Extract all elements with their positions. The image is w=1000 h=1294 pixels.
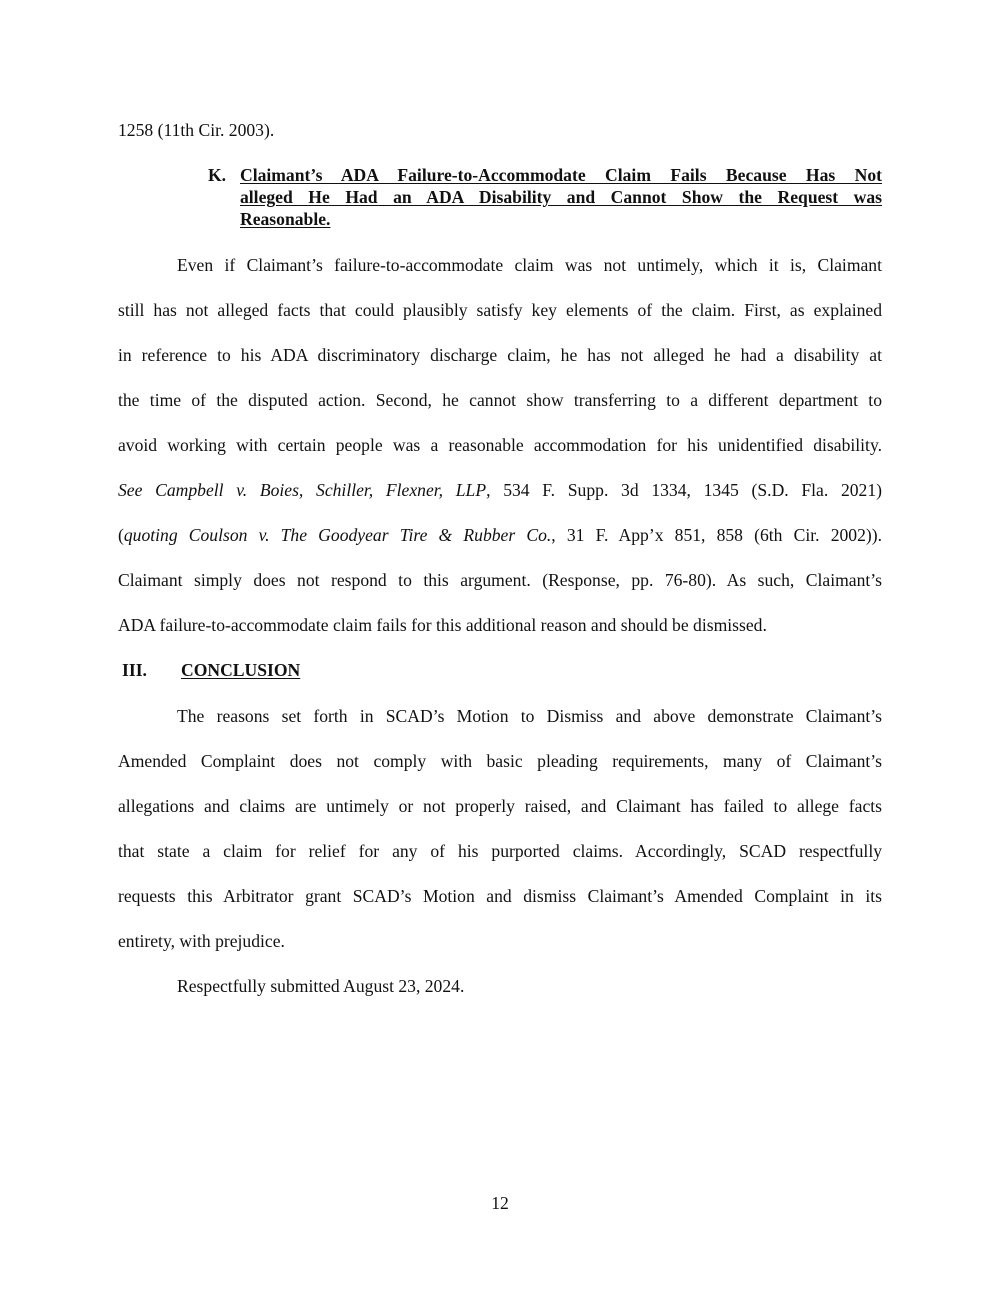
closing-statement: Respectfully submitted August 23, 2024. <box>177 976 465 996</box>
paragraph-line: avoid working with certain people was a reasonable accommodation for his unidentified disability. <box>118 435 882 455</box>
page-number: 12 <box>491 1193 509 1213</box>
section-k-title-line: Claimant’s ADA Failure-to-Accommodate Claim Fails Because Has Not <box>240 165 882 185</box>
section-k-letter: K. <box>208 165 227 185</box>
citation-reporter: , 31 F. App’x 851, 858 (6th Cir. 2002)). <box>551 525 882 545</box>
paragraph-line: The reasons set forth in SCAD’s Motion to Dismiss and above demonstrate Claimant’s <box>177 706 882 726</box>
paragraph-line: ADA failure-to-accommodate claim fails for this additional reason and should be dismissed. <box>118 615 767 635</box>
paragraph-line: entirety, with prejudice. <box>118 931 285 951</box>
paragraph-line: requests this Arbitrator grant SCAD’s Motion and dismiss Claimant’s Amended Complaint in its <box>118 886 882 906</box>
section-iii-title: CONCLUSION <box>181 660 301 680</box>
paragraph-line: still has not alleged facts that could plausibly satisfy key elements of the claim. First, as explained <box>118 300 882 320</box>
case-citation-campbell: See Campbell v. Boies, Schiller, Flexner, LLP <box>118 480 487 500</box>
citation-continuation: 1258 (11th Cir. 2003). <box>118 120 275 140</box>
paragraph-line: Even if Claimant’s failure-to-accommodate claim was not untimely, which it is, Claimant <box>177 255 882 275</box>
section-iii-number: III. <box>122 660 147 680</box>
case-citation-coulson: quoting Coulson v. The Goodyear Tire & Rubber Co. <box>123 525 552 545</box>
open-paren: ( <box>118 525 124 545</box>
paragraph-line-citation <box>118 524 882 546</box>
paragraph-line: Claimant simply does not respond to this argument. (Response, pp. 76-80). As such, Claimant’s <box>118 570 882 590</box>
section-k-title-line: alleged He Had an ADA Disability and Cannot Show the Request was <box>240 187 882 207</box>
paragraph-line-citation <box>118 479 882 501</box>
paragraph-line: that state a claim for relief for any of his purported claims. Accordingly, SCAD respectfully <box>118 841 882 861</box>
section-k-title <box>240 164 882 230</box>
paragraph-line: the time of the disputed action. Second, he cannot show transferring to a different department to <box>118 390 882 410</box>
paragraph-line: allegations and claims are untimely or not properly raised, and Claimant has failed to allege facts <box>118 796 882 816</box>
citation-reporter: , 534 F. Supp. 3d 1334, 1345 (S.D. Fla. 2021) <box>486 480 883 500</box>
paragraph-line: in reference to his ADA discriminatory discharge claim, he has not alleged he had a disability at <box>118 345 882 365</box>
section-k-title-line: Reasonable. <box>240 209 331 229</box>
paragraph-line: Amended Complaint does not comply with basic pleading requirements, many of Claimant’s <box>118 751 882 771</box>
